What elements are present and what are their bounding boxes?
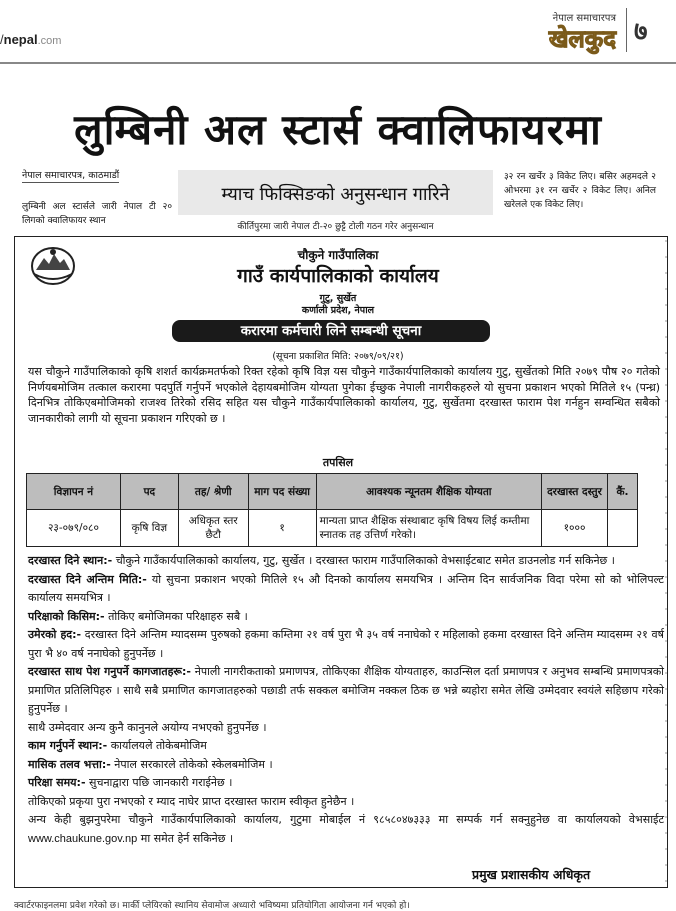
- detail-item: [28, 756, 664, 775]
- website-link[interactable]: www.chaukune.gov.np: [28, 832, 138, 845]
- header-ad-no: विज्ञापन नं: [27, 474, 121, 510]
- detail-text: दरखास्त दिने अन्तिम म्यादसम्म पुरुषको हकमा कम्तिमा २१ वर्ष पुरा भै ३५ वर्ष ननाघेको र महिलाको हकमा दरखास्त दिने अन्तिम म्यादसम्म २१ वर्ष पुरा भै ४० वर्ष ननाघेको हुनुपर्नेछ ।: [28, 628, 664, 660]
- detail-item: [28, 608, 664, 627]
- detail-text: यो सुचना प्रकाशन भएको मितिले १५ औ दिनको कार्यालय समयभित्र । अन्तिम दिन सार्वजनिक विदा परेमा सो को भोलिपल्ट कार्यालय समयभित्र ।: [28, 572, 664, 604]
- notice-signature: प्रमुख प्रशासकीय अधिकृत: [472, 867, 591, 882]
- detail-item: [28, 571, 664, 608]
- contact-tail: मा समेत हेर्न सकिनेछ ।: [140, 831, 234, 845]
- cell-post: कृषि विज्ञ: [120, 510, 178, 547]
- detail-text: कार्यालयले तोकेबमोजिम: [107, 739, 207, 752]
- brand-name: nepal: [3, 32, 38, 47]
- footer-text: क्वार्टरफाइनलमा प्रवेश गरेको छ। मार्की प्लेयिरको स्थानिय सेवामोज अध्यारो भविष्यमा प्रतियोगिता आयोजना गर्न भएको हो।: [14, 901, 410, 911]
- detail-text: तोकिएको प्रकृया पुरा नभएको र म्याद नाघेर प्राप्त दरखास्त फाराम स्वीकृत हुनेछैन ।: [28, 794, 355, 808]
- detail-label: दरखास्त दिने स्थान:-: [28, 554, 113, 567]
- cell-fee: १०००: [542, 510, 608, 547]
- vacancy-table: [26, 473, 638, 547]
- detail-text: साथै उम्मेदवार अन्य कुनै कानुनले अयोग्य नभएको हुनुपर्नेछ ।: [28, 720, 267, 734]
- header-post: पद: [120, 474, 178, 510]
- cell-count: १: [248, 510, 316, 547]
- detail-text: नेपाली नागरीकताको प्रमाणपत्र, तोकिएका शैक्षिक योग्यताहरु, काउन्सिल दर्ता प्रमाणपत्र र अनुभव सम्बन्धि प्रमाणपत्रको प्रमाणित प्रतिलिपिहरु । साथै सबै प्रमाणित कागजातहरुको पछाडी तर्फ सक्कल बमोजिम नक्कल ठिक छ भन्ने ब्यहोरा समेत लेखि उम्मेदवार स्वयंले सहिछाप गरेको हुनुपर्नेछ ।: [28, 665, 664, 715]
- detail-label: दरखास्त दिने अन्तिम मिति:-: [28, 572, 147, 586]
- detail-item: [28, 552, 664, 571]
- detail-item: [28, 663, 664, 719]
- header-qualification: आवश्यक न्यूनतम शैक्षिक योग्यता: [316, 474, 541, 510]
- contact-text: अन्य केही बुझनुपरेमा चौकुने गाउँकार्यपालिकाको कार्यालय, गुटुमा मोबाईल नं ९८५८०४७३३३ मा सम्पर्क गर्न सक्नुहुनेछ वा कार्यालयको वेभसाईट: [28, 813, 664, 826]
- notice-address-1: गुटु, सुर्खेत: [319, 293, 357, 304]
- page-number: ७: [634, 17, 648, 47]
- detail-text: सुचनाद्वारा पछि जानकारी गराईनेछ ।: [85, 776, 233, 789]
- detail-label: दरखास्त साथ पेश गनुपर्ने कागजातहरू:-: [28, 665, 191, 678]
- header-count: माग पद संख्या: [248, 474, 316, 510]
- notice-published-date: (सूचना प्रकाशित मिति: २०७९/०९/२१): [272, 351, 404, 362]
- article-lead: लुम्बिनी अल स्टार्सले जारी नेपाल टी २० लिगको क्वालिफायर स्थान: [22, 202, 172, 226]
- cell-qualification: मान्यता प्राप्त शैक्षिक संस्थाबाट कृषि विषय लिई कम्तीमा स्नातक तह उत्तिर्ण गरेको।: [316, 510, 541, 547]
- contact-line: [28, 811, 664, 848]
- article-subtag: कीर्तिपुरमा जारी नेपाल टी-२० छुट्टै टोली गठन गरेर अनुसन्धान: [237, 222, 434, 232]
- publication-name: नेपाल समाचारपत्र: [552, 13, 616, 24]
- notice-details: [28, 552, 664, 848]
- table-row: [27, 510, 638, 547]
- notice-banner: करारमा कर्मचारी लिने सम्बन्धी सूचना: [172, 320, 490, 342]
- detail-item: [28, 719, 664, 738]
- detail-text: चौकुने गाउँकार्यपालिकाको कार्यालय, गुटु, सुर्खेत । दरखास्त फाराम गाउँपालिकाको वेभसाईटबाट समेत डाउनलोड गर्न सकिनेछ ।: [112, 554, 615, 567]
- section-title: खेलकुद: [548, 25, 616, 53]
- header-divider: [626, 8, 627, 52]
- table-label: तपसिल: [322, 456, 354, 469]
- site-brand: [0, 32, 61, 47]
- brand-domain: .com: [37, 35, 62, 47]
- detail-item: [28, 626, 664, 663]
- header-rule: [0, 62, 676, 64]
- detail-label: काम गर्नुपर्ने स्थान:-: [28, 739, 108, 752]
- right-edge-marks: [658, 240, 668, 890]
- detail-label: उमेरको हद:-: [28, 628, 82, 641]
- cell-ad-no: २३-०७९/०८०: [27, 510, 121, 547]
- detail-text: नेपाल सरकारले तोकेको स्केलबमोजिम ।: [110, 757, 273, 771]
- table-header-row: [27, 474, 638, 510]
- notice-address-2: कर्णाली प्रदेश, नेपाल: [301, 305, 375, 316]
- detail-item: [28, 737, 664, 756]
- notice-municipality: चौकुने गाउँपालिका: [297, 248, 379, 262]
- detail-item: [28, 793, 664, 812]
- cell-level: अधिकृत स्तर छैटौ: [178, 510, 248, 547]
- detail-label: परिक्षा समय:-: [28, 776, 86, 789]
- header-remarks: कैं.: [607, 474, 637, 510]
- detail-item: [28, 774, 664, 793]
- detail-text: तोकिए बमोजिमका परिक्षाहरु सबै ।: [104, 609, 248, 623]
- cell-remarks: [607, 510, 637, 547]
- detail-label: परिक्षाको किसिम:-: [28, 609, 105, 623]
- brand-prefix: /: [0, 32, 4, 47]
- article-byline: नेपाल समाचारपत्र, काठमाडौं: [22, 170, 120, 181]
- article-right-column: ३२ रन खर्चेर ३ विकेट लिए। बसिर अहमदले २ ओभरमा ३१ रन खर्चेर २ विकेट लिए। अनिल खरेलले एक विकेट लिए।: [504, 172, 656, 210]
- notice-office: गाउँ कार्यपालिकाको कार्यालय: [237, 265, 439, 287]
- header-level: तह/ श्रेणी: [178, 474, 248, 510]
- article-subheadline: म्याच फिक्सिङको अनुसन्धान गारिने: [221, 184, 450, 205]
- detail-label: मासिक तलव भत्ता:-: [28, 757, 111, 771]
- notice-paragraph: यस चौकुने गाउँपालिकाको कृषि शशर्त कार्यक्रमतर्फको रिक्त रहेको कृषि विज्ञ यस चौकुने गाउँकार्यपालिकाको कार्यालय गुटु, सुर्खेतको मिति २०७९ पौष २० गतेको निर्णयबमोजिम तत्काल करारमा पदपुर्ति गर्नुपर्ने भएकोले देहायबमोजिम योग्यता पुगेका ईच्छुक नेपाली नागरीकहरुले यो सुचना प्रकाशन भएको मितिले १५ (पन्ध्र) दिनभित्र तोकिएबमोजिमको राजश्व तिरेको रसिद सहित यस चौकुने गाउँकार्यपालिकाको कार्यालय, गुटु, सुर्खेतमा दरखास्त फाराम पेश गर्नहुन सम्वन्धित सबैको जानकारीको लागी यो सूचना प्रकाशन गरिएको छ ।: [28, 365, 660, 425]
- article-headline: लुम्बिनी अल स्टार्स क्वालिफायरमा: [74, 105, 602, 154]
- header-fee: दरखास्त दस्तुर: [542, 474, 608, 510]
